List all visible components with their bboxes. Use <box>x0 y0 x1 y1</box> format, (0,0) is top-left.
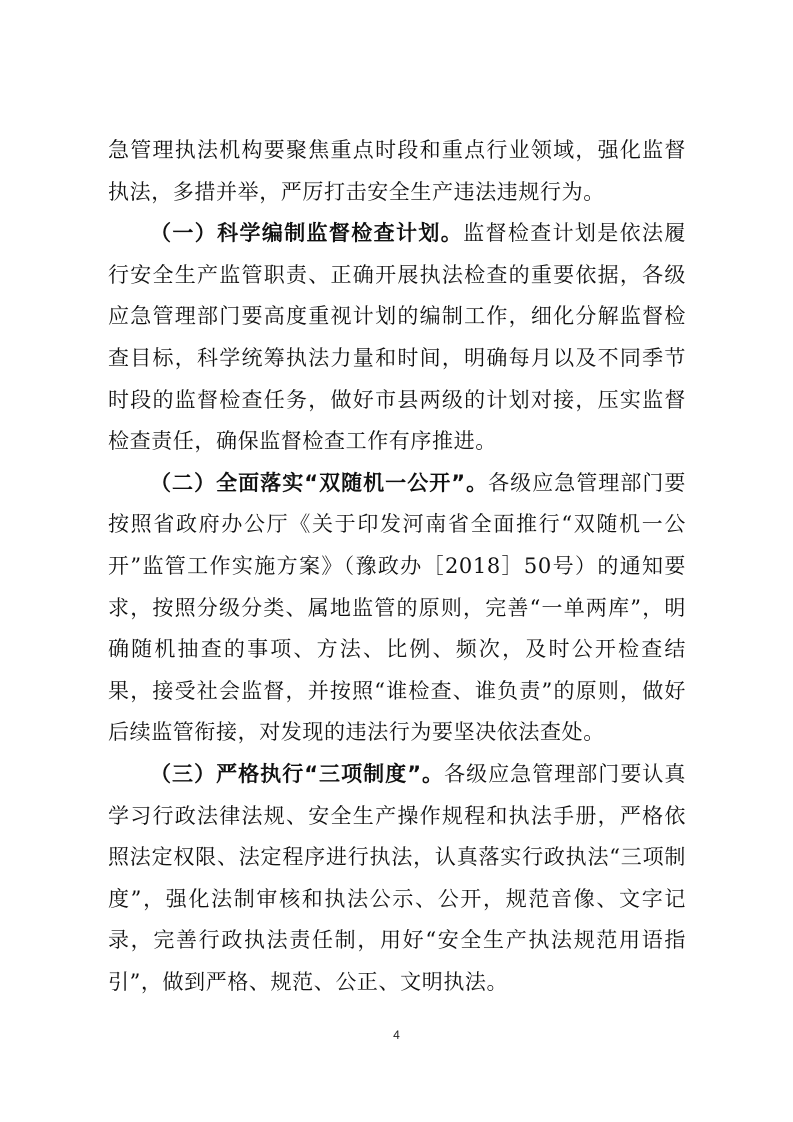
paragraph-text: 急管理执法机构要聚焦重点时段和重点行业领域，强化监督执法，多措并举，严厉打击安全生产违法违规行为。 <box>108 138 686 204</box>
paragraph-section-1 <box>108 213 686 463</box>
paragraph-section-3 <box>108 754 686 1004</box>
paragraph-continuation <box>108 130 686 213</box>
document-body <box>108 130 686 1003</box>
page-number: 4 <box>393 1028 400 1042</box>
section-heading: （三）严格执行“三项制度”。 <box>150 761 445 786</box>
paragraph-text: 各级应急管理部门要按照省政府办公厅《关于印发河南省全面推行“双随机一公开”监管工作实施方案》（豫政办［2018］50号）的通知要求，按照分级分类、属地监管的原则，完善“一单两库”，明确随机抽查的事项、方法、比例、频次，及时公开检查结果，接受社会监督，并按照“谁检查、谁负责”的原则，做好后续监管衔接，对发现的违法行为要坚决依法查处。 <box>108 470 687 745</box>
paragraph-text: 监督检查计划是依法履行安全生产监管职责、正确开展执法检查的重要依据，各级应急管理部门要高度重视计划的编制工作，细化分解监督检查目标，科学统筹执法力量和时间，明确每月以及不同季节时段的监督检查任务，做好市县两级的计划对接，压实监督检查责任，确保监督检查工作有序推进。 <box>108 221 686 454</box>
section-heading: （一）科学编制监督检查计划。 <box>150 221 464 246</box>
section-heading: （二）全面落实“双随机一公开”。 <box>150 470 489 495</box>
paragraph-section-2 <box>108 463 686 754</box>
paragraph-text: 各级应急管理部门要认真学习行政法律法规、安全生产操作规程和执法手册，严格依照法定权限、法定程序进行执法，认真落实行政执法“三项制度”，强化法制审核和执法公示、公开，规范音像、文字记录，完善行政执法责任制，用好“安全生产执法规范用语指引”，做到严格、规范、公正、文明执法。 <box>108 761 686 994</box>
